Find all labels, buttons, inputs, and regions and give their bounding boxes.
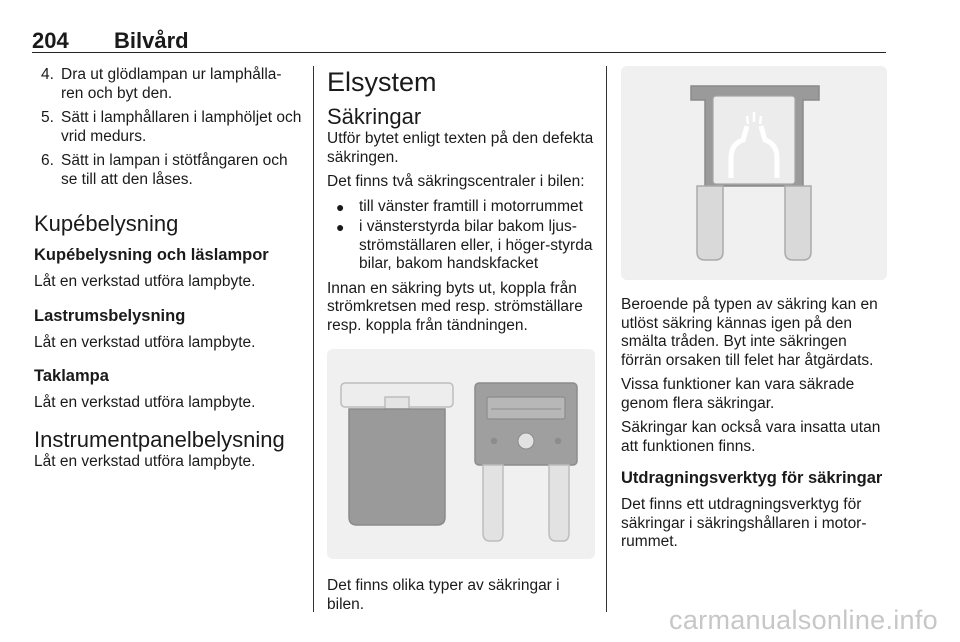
fuses-intro: Utför bytet enligt texten på den defekta säkringen. bbox=[327, 130, 594, 166]
list-item bbox=[327, 198, 595, 217]
panel-lighting-text: Låt en verkstad utföra lampbyte. bbox=[34, 452, 256, 470]
step-item bbox=[34, 152, 302, 189]
bullet-icon: ● bbox=[336, 219, 345, 235]
roof-lamp-heading: Taklampa bbox=[34, 367, 109, 385]
fuse-box-list bbox=[327, 198, 595, 274]
reading-lamps-text: Låt en verkstad utföra lampbyte. bbox=[34, 273, 256, 290]
section-title: Bilvård bbox=[114, 28, 189, 53]
step-text: Sätt in lampan i stötfångaren och se till att den låses. bbox=[61, 152, 288, 188]
fuse-types-illustration bbox=[327, 349, 595, 559]
list-item-text: till vänster framtill i motorrummet bbox=[359, 197, 583, 215]
bullet-icon: ● bbox=[336, 198, 345, 215]
list-item-text: i vänsterstyrda bilar bakom ljus-strömställaren eller, i höger-styrda bilar, bakom handskfacket bbox=[359, 218, 593, 272]
column-right bbox=[621, 66, 887, 558]
step-text: Sätt i lamphållaren i lamphöljet och vrid medurs. bbox=[61, 109, 302, 145]
step-item bbox=[34, 66, 302, 103]
blown-fuse-text: Beroende på typen av säkring kan en utlöst säkring kännas igen på den smälta tråden. Byt inte säkringen förrän orsaken till felet har åtgärdats. bbox=[621, 296, 878, 369]
page-header bbox=[32, 28, 886, 53]
blown-fuse-illustration bbox=[621, 66, 887, 280]
step-list bbox=[34, 66, 302, 189]
fuse-boxes-text: Det finns två säkringscentraler i bilen: bbox=[327, 173, 585, 190]
cargo-light-heading: Lastrumsbelysning bbox=[34, 306, 186, 325]
multiple-fuses-text: Vissa funktioner kan vara säkrade genom flera säkringar. bbox=[621, 376, 855, 412]
fuse-puller-text: Det finns ett utdragningsverktyg för säkringar i säkringshållaren i motor-rummet. bbox=[621, 496, 867, 550]
roof-lamp-text: Låt en verkstad utföra lampbyte. bbox=[34, 394, 256, 411]
step-number: 4. bbox=[41, 66, 54, 83]
reading-lamps-heading: Kupébelysning och läslampor bbox=[34, 246, 269, 264]
step-text: Dra ut glödlampan ur lamphålla-ren och byt den. bbox=[61, 66, 282, 102]
step-number: 5. bbox=[41, 109, 54, 126]
interior-lighting-heading: Kupébelysning bbox=[34, 211, 179, 236]
fuse-types-figure bbox=[327, 349, 595, 559]
cargo-light-text: Låt en verkstad utföra lampbyte. bbox=[34, 333, 256, 351]
column-divider-1 bbox=[313, 66, 314, 612]
fuse-types-caption: Det finns olika typer av säkringar i bilen. bbox=[327, 577, 560, 613]
electrical-system-heading: Elsystem bbox=[327, 67, 437, 97]
step-number: 6. bbox=[41, 152, 54, 169]
watermark: carmanualsonline.info bbox=[669, 605, 938, 635]
disconnect-text: Innan en säkring byts ut, koppla från strömkretsen med resp. strömställare resp. koppla från tändningen. bbox=[327, 279, 583, 334]
column-left bbox=[34, 66, 302, 477]
page-number: 204 bbox=[32, 28, 69, 53]
list-item bbox=[327, 218, 595, 274]
extra-fuses-text: Säkringar kan också vara insatta utan att funktionen finns. bbox=[621, 419, 881, 455]
column-divider-2 bbox=[606, 66, 607, 612]
blown-fuse-figure bbox=[621, 66, 887, 280]
panel-lighting-heading: Instrumentpanelbelysning bbox=[34, 426, 285, 452]
fuses-heading: Säkringar bbox=[327, 104, 422, 129]
step-item bbox=[34, 109, 302, 146]
fuse-puller-heading: Utdragningsverktyg för säkringar bbox=[621, 469, 883, 487]
column-middle bbox=[327, 66, 595, 620]
